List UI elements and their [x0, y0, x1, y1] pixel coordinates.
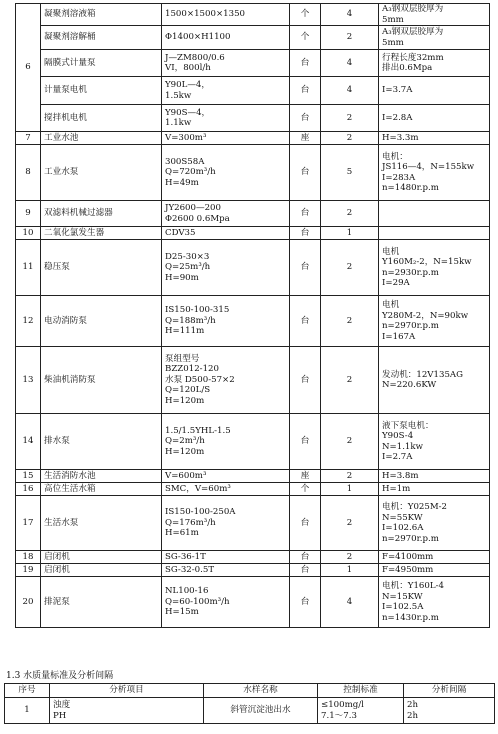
equipment-spec: IS150-100-315 Q=188m³/h H=111m	[162, 296, 290, 347]
equipment-spec: Y90S—4， 1.1kw	[162, 105, 290, 132]
equipment-unit: 台	[290, 201, 321, 227]
equipment-note: F=4100mm	[379, 551, 490, 564]
equipment-unit: 台	[290, 77, 321, 105]
table-row	[16, 145, 490, 201]
equipment-qty: 2	[321, 347, 379, 414]
table-row	[16, 564, 490, 577]
table-row	[16, 483, 490, 496]
table-row	[16, 4, 490, 26]
table-row	[16, 414, 490, 470]
equipment-qty: 2	[321, 105, 379, 132]
table-row	[16, 240, 490, 296]
quality-interval: 2h 2h	[404, 698, 495, 724]
equipment-name: 高位生活水箱	[41, 483, 162, 496]
table-row	[16, 26, 490, 50]
row-number: 7	[16, 132, 41, 145]
equipment-unit: 台	[290, 296, 321, 347]
row-number: 13	[16, 347, 41, 414]
equipment-spec: 泵组型号 BZZ012-120 水泵 D500-57×2 Q=120L/S H=120m	[162, 347, 290, 414]
equipment-unit: 台	[290, 577, 321, 628]
table-row	[16, 347, 490, 414]
equipment-unit: 台	[290, 551, 321, 564]
table-row	[16, 105, 490, 132]
equipment-spec: D25-30×3 Q=25m³/h H=90m	[162, 240, 290, 296]
equipment-unit: 台	[290, 50, 321, 77]
table-row	[16, 227, 490, 240]
equipment-qty: 2	[321, 551, 379, 564]
equipment-name: 计量泵电机	[41, 77, 162, 105]
equipment-note: H=1m	[379, 483, 490, 496]
table-row	[16, 577, 490, 628]
equipment-name: 搅拌机电机	[41, 105, 162, 132]
row-number: 18	[16, 551, 41, 564]
row-number: 17	[16, 496, 41, 551]
equipment-spec: NL100-16 Q=60-100m³/h H=15m	[162, 577, 290, 628]
equipment-note: 液下泵电机： Y90S-4 N=1.1kw I=2.7A	[379, 414, 490, 470]
section-title: 1.3 水质量标准及分析间隔	[6, 671, 114, 681]
equipment-name: 工业水池	[41, 132, 162, 145]
equipment-name: 柴油机消防泵	[41, 347, 162, 414]
row-number: 12	[16, 296, 41, 347]
equipment-note: 电机： JS116—4，N=155kw I=283A n=1480r.p.m	[379, 145, 490, 201]
equipment-spec: V=300m³	[162, 132, 290, 145]
row-number: 8	[16, 145, 41, 201]
equipment-spec: SG-32-0.5T	[162, 564, 290, 577]
row-number: 11	[16, 240, 41, 296]
equipment-spec: 1500×1500×1350	[162, 4, 290, 26]
equipment-name: 启闭机	[41, 564, 162, 577]
equipment-name: 凝聚剂溶液箱	[41, 4, 162, 26]
header-interval: 分析间隔	[404, 684, 495, 698]
row-number: 14	[16, 414, 41, 470]
equipment-qty: 5	[321, 145, 379, 201]
equipment-name: 生活水泵	[41, 496, 162, 551]
equipment-qty: 2	[321, 240, 379, 296]
table-row	[16, 551, 490, 564]
equipment-note: 发动机：12V135AG N=220.6KW	[379, 347, 490, 414]
equipment-qty: 2	[321, 470, 379, 483]
row-number: 6	[16, 4, 41, 132]
equipment-unit: 台	[290, 227, 321, 240]
equipment-name: 隔膜式计量泵	[41, 50, 162, 77]
equipment-spec: SG-36-1T	[162, 551, 290, 564]
equipment-spec: 300S58A Q=720m³/h H=49m	[162, 145, 290, 201]
equipment-qty: 4	[321, 4, 379, 26]
header-standard: 控制标准	[318, 684, 404, 698]
equipment-note: H=3.8m	[379, 470, 490, 483]
equipment-name: 稳压泵	[41, 240, 162, 296]
equipment-qty: 4	[321, 50, 379, 77]
equipment-unit: 台	[290, 240, 321, 296]
quality-sample: 斜管沉淀池出水	[204, 698, 318, 724]
equipment-table	[15, 3, 490, 628]
equipment-name: 工业水泵	[41, 145, 162, 201]
equipment-note: 电机：Y160L-4 N=15KW I=102.5A n=1430r.p.m	[379, 577, 490, 628]
row-number: 10	[16, 227, 41, 240]
equipment-unit: 台	[290, 564, 321, 577]
table-row	[16, 132, 490, 145]
equipment-note: A₃钢双层胶厚为 5mm	[379, 4, 490, 26]
equipment-note	[379, 227, 490, 240]
equipment-spec: Y90L—4， 1.5kw	[162, 77, 290, 105]
equipment-unit: 个	[290, 26, 321, 50]
equipment-qty: 1	[321, 227, 379, 240]
header-sample: 水样名称	[204, 684, 318, 698]
equipment-note: 行程长度32mm 排出0.6Mpa	[379, 50, 490, 77]
equipment-note: I=2.8A	[379, 105, 490, 132]
equipment-spec: V=600m³	[162, 470, 290, 483]
equipment-note: 电机 Y160M₂-2，N=15kw n=2930r.p.m I=29A	[379, 240, 490, 296]
equipment-note: F=4950mm	[379, 564, 490, 577]
row-number: 9	[16, 201, 41, 227]
quality-standard: ≤100mg/l 7.1～7.3	[318, 698, 404, 724]
table-row	[16, 77, 490, 105]
equipment-spec: JY2600—200 Φ2600 0.6Mpa	[162, 201, 290, 227]
row-number: 15	[16, 470, 41, 483]
equipment-unit: 台	[290, 496, 321, 551]
quality-no: 1	[5, 698, 50, 724]
equipment-unit: 座	[290, 470, 321, 483]
equipment-unit: 个	[290, 483, 321, 496]
equipment-spec: 1.5/1.5YHL-1.5 Q=2m³/h H=120m	[162, 414, 290, 470]
table-row	[16, 496, 490, 551]
equipment-qty: 4	[321, 77, 379, 105]
equipment-note: H=3.3m	[379, 132, 490, 145]
row-number: 19	[16, 564, 41, 577]
equipment-qty: 4	[321, 577, 379, 628]
equipment-unit: 台	[290, 347, 321, 414]
equipment-qty: 2	[321, 26, 379, 50]
equipment-note: 电机 Y280M-2，N=90kw n=2970r.p.m I=167A	[379, 296, 490, 347]
equipment-qty: 2	[321, 296, 379, 347]
equipment-name: 双滤料机械过滤器	[41, 201, 162, 227]
quality-item: 浊度 PH	[50, 698, 204, 724]
equipment-spec: Φ1400×H1100	[162, 26, 290, 50]
equipment-unit: 台	[290, 105, 321, 132]
equipment-qty: 2	[321, 496, 379, 551]
equipment-unit: 台	[290, 414, 321, 470]
table-row	[16, 201, 490, 227]
equipment-unit: 台	[290, 145, 321, 201]
row-number: 16	[16, 483, 41, 496]
equipment-spec: SMC，V=60m³	[162, 483, 290, 496]
equipment-note	[379, 201, 490, 227]
equipment-name: 生活消防水池	[41, 470, 162, 483]
equipment-note: I=3.7A	[379, 77, 490, 105]
water-quality-table	[4, 683, 495, 724]
table-row	[16, 296, 490, 347]
equipment-name: 凝聚剂溶解桶	[41, 26, 162, 50]
equipment-unit: 个	[290, 4, 321, 26]
table-row	[16, 470, 490, 483]
equipment-name: 启闭机	[41, 551, 162, 564]
equipment-name: 二氧化氯发生器	[41, 227, 162, 240]
equipment-spec: CDV35	[162, 227, 290, 240]
quality-header-row	[5, 684, 495, 698]
equipment-spec: IS150-100-250A Q=176m³/h H=61m	[162, 496, 290, 551]
equipment-qty: 1	[321, 483, 379, 496]
equipment-note: A₃钢双层胶厚为 5mm	[379, 26, 490, 50]
equipment-qty: 2	[321, 201, 379, 227]
quality-row	[5, 698, 495, 724]
row-number: 20	[16, 577, 41, 628]
equipment-name: 排泥泵	[41, 577, 162, 628]
equipment-name: 排水泵	[41, 414, 162, 470]
equipment-note: 电机：Y025M-2 N=55KW I=102.6A n=2970r.p.m	[379, 496, 490, 551]
equipment-spec: J—ZM800/0.6 VI，800l/h	[162, 50, 290, 77]
equipment-qty: 2	[321, 132, 379, 145]
table-row	[16, 50, 490, 77]
equipment-qty: 2	[321, 414, 379, 470]
header-no: 序号	[5, 684, 50, 698]
header-item: 分析项目	[50, 684, 204, 698]
equipment-name: 电动消防泵	[41, 296, 162, 347]
equipment-unit: 座	[290, 132, 321, 145]
equipment-qty: 1	[321, 564, 379, 577]
